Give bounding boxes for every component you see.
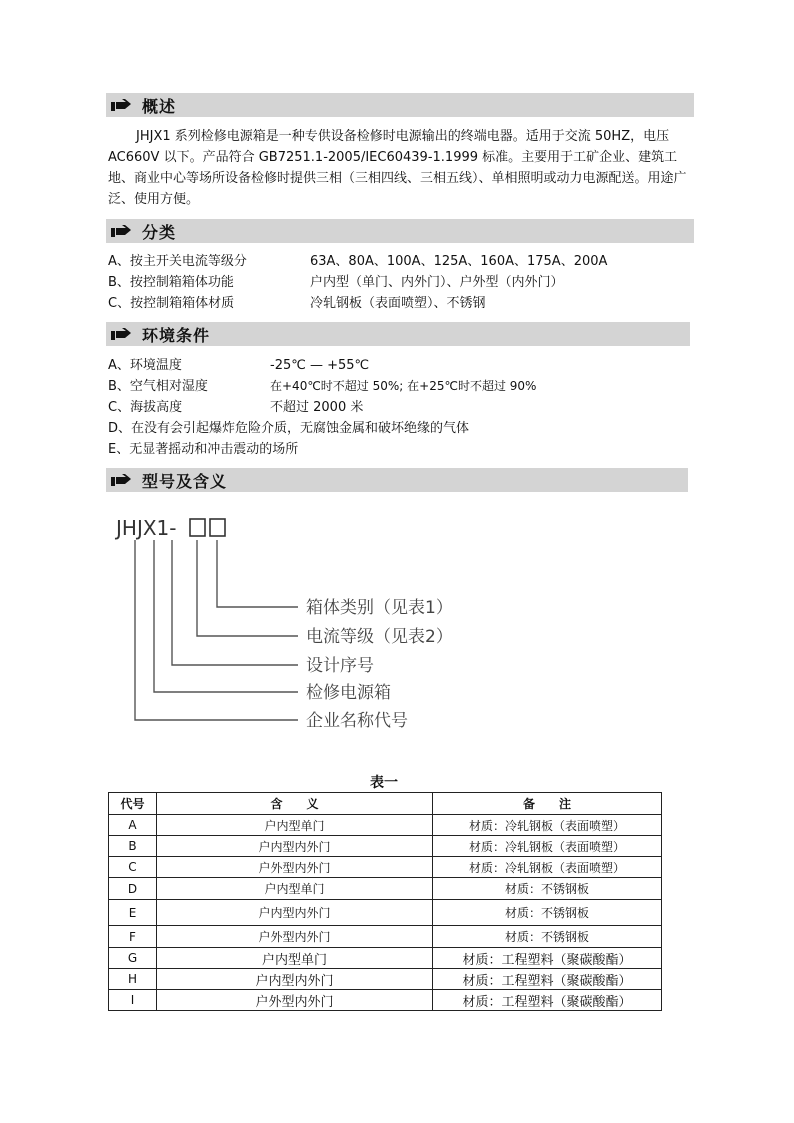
- cell-code: D: [109, 878, 157, 900]
- model-code: JHJX1-: [116, 516, 177, 540]
- cell-remark: 材质：不锈钢板: [433, 878, 662, 900]
- cell-remark: 材质：工程塑料（聚碳酸酯）: [433, 969, 662, 990]
- table-row: [109, 969, 662, 990]
- header-meaning: 含 义: [157, 793, 433, 815]
- item-value: -25℃ — +55℃: [270, 358, 370, 373]
- item-value: 冷轧钢板（表面喷塑）、不锈钢: [310, 296, 486, 311]
- cell-remark: 材质：冷轧钢板（表面喷塑）: [433, 815, 662, 836]
- table-row: [109, 926, 662, 948]
- section-header-model: [106, 468, 688, 492]
- cell-remark: 材质：不锈钢板: [433, 900, 662, 926]
- legend-label-current-level: 电流等级（见表2）: [306, 627, 453, 647]
- cell-meaning: 户内型内外门: [157, 969, 433, 990]
- section-title: 环境条件: [142, 325, 211, 345]
- section-header-overview: [106, 93, 694, 117]
- table-one: [108, 792, 662, 1011]
- section-title: 概述: [142, 96, 177, 116]
- table-caption: 表一: [370, 775, 398, 791]
- table-row: [109, 857, 662, 878]
- cell-meaning: 户外型内外门: [157, 857, 433, 878]
- cell-code: G: [109, 948, 157, 969]
- placeholder-box: [210, 519, 225, 536]
- cell-code: A: [109, 815, 157, 836]
- item-value: 户内型（单门、内外门）、户外型（内外门）: [310, 275, 564, 290]
- cell-remark: 材质：工程塑料（聚碳酸酯）: [433, 948, 662, 969]
- item-label: A、按主开关电流等级分: [108, 254, 247, 269]
- item-label: C、按控制箱箱体材质: [108, 296, 235, 311]
- pointing-hand-icon: [110, 325, 136, 343]
- cell-meaning: 户内型内外门: [157, 900, 433, 926]
- item-label: D、在没有会引起爆炸危险介质，无腐蚀金属和破坏绝缘的气体: [108, 421, 470, 436]
- item-label: B、空气相对湿度: [108, 379, 208, 394]
- model-code-diagram: [108, 508, 508, 748]
- pointing-hand-icon: [110, 471, 136, 489]
- cell-remark: 材质：冷轧钢板（表面喷塑）: [433, 836, 662, 857]
- cell-remark: 材质：不锈钢板: [433, 926, 662, 948]
- table-row: [109, 815, 662, 836]
- cell-remark: 材质：工程塑料（聚碳酸酯）: [433, 990, 662, 1011]
- item-value: 在+40℃时不超过 50%; 在+25℃时不超过 90%: [270, 379, 537, 393]
- placeholder-box: [190, 519, 205, 536]
- item-label: E、无显著摇动和冲击震动的场所: [108, 442, 299, 457]
- table-row: [109, 990, 662, 1011]
- legend-label-box-type: 箱体类别（见表1）: [306, 598, 453, 618]
- overview-paragraph: JHJX1 系列检修电源箱是一种专供设备检修时电源输出的终端电器。适用于交流 50HZ，电压 AC660V 以下。产品符合 GB7251.1-2005/IEC60439-1.1999 标准。主要用于工矿企业、建筑工地、商业中心等场所设备检修时提供三相（三相四线、三相五线）、单相照明或动力电源配送。用途广泛、使用方便。: [108, 129, 687, 207]
- item-label: B、按控制箱箱体功能: [108, 275, 234, 290]
- cell-code: E: [109, 900, 157, 926]
- item-label: C、海拔高度: [108, 400, 183, 415]
- table-header-row: [109, 793, 662, 815]
- cell-meaning: 户内型单门: [157, 948, 433, 969]
- cell-meaning: 户内型单门: [157, 878, 433, 900]
- cell-code: H: [109, 969, 157, 990]
- cell-meaning: 户外型内外门: [157, 926, 433, 948]
- section-title: 分类: [142, 222, 177, 242]
- pointing-hand-icon: [110, 222, 136, 240]
- cell-code: I: [109, 990, 157, 1011]
- table-row: [109, 900, 662, 926]
- cell-remark: 材质：冷轧钢板（表面喷塑）: [433, 857, 662, 878]
- cell-meaning: 户内型单门: [157, 815, 433, 836]
- legend-label-design-serial: 设计序号: [306, 656, 374, 676]
- item-value: 63A、80A、100A、125A、160A、175A、200A: [310, 254, 608, 269]
- cell-code: B: [109, 836, 157, 857]
- cell-meaning: 户内型内外门: [157, 836, 433, 857]
- legend-label-power-box: 检修电源箱: [306, 683, 391, 703]
- item-value: 不超过 2000 米: [270, 400, 364, 415]
- header-code: 代号: [109, 793, 157, 815]
- header-remark: 备 注: [433, 793, 662, 815]
- legend-label-company-code: 企业名称代号: [306, 711, 408, 731]
- pointing-hand-icon: [110, 96, 136, 114]
- section-header-classification: [106, 219, 694, 243]
- section-header-environment: [106, 322, 690, 346]
- table-row: [109, 836, 662, 857]
- table-row: [109, 878, 662, 900]
- cell-code: C: [109, 857, 157, 878]
- cell-code: F: [109, 926, 157, 948]
- table-row: [109, 948, 662, 969]
- cell-meaning: 户外型内外门: [157, 990, 433, 1011]
- item-label: A、环境温度: [108, 358, 182, 373]
- section-title: 型号及含义: [142, 471, 228, 491]
